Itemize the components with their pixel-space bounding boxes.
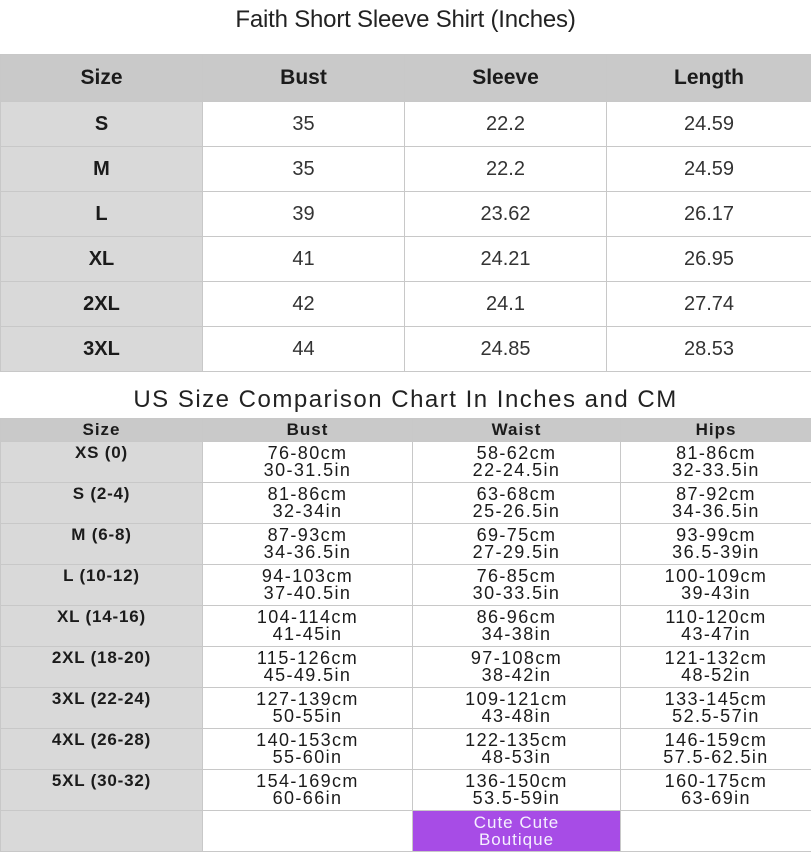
size-cell: L: [1, 192, 203, 237]
sleeve-cell: 24.1: [405, 282, 607, 327]
waist-cm-value: 136-150cm: [413, 773, 620, 790]
header-size: Size: [1, 55, 203, 102]
header-length: Length: [607, 55, 811, 102]
size-cell: 2XL (18-20): [1, 647, 203, 688]
bust-cell: [203, 770, 413, 811]
header-bust: Bust: [203, 55, 405, 102]
empty-cell: [203, 811, 413, 852]
hips-cell: [621, 729, 811, 770]
bust-in-value: 55-60in: [203, 749, 412, 766]
hips-cm-value: 87-92cm: [621, 486, 811, 503]
table-header-row: [1, 419, 811, 442]
size-cell: M (6-8): [1, 524, 203, 565]
hips-in-value: 32-33.5in: [621, 462, 811, 479]
bust-in-value: 41-45in: [203, 626, 412, 643]
hips-in-value: 34-36.5in: [621, 503, 811, 520]
bust-cell: [203, 729, 413, 770]
shirt-chart-title: Faith Short Sleeve Shirt (Inches): [0, 6, 811, 34]
header-bust: Bust: [203, 419, 413, 442]
bust-in-value: 60-66in: [203, 790, 412, 807]
bust-cm-value: 140-153cm: [203, 732, 412, 749]
bust-cm-value: 87-93cm: [203, 527, 412, 544]
header-size: Size: [1, 419, 203, 442]
waist-cell: [413, 688, 621, 729]
waist-cm-value: 76-85cm: [413, 568, 620, 585]
hips-in-value: 43-47in: [621, 626, 811, 643]
bust-in-value: 32-34in: [203, 503, 412, 520]
hips-cell: [621, 483, 811, 524]
waist-cell: [413, 647, 621, 688]
bust-cm-value: 115-126cm: [203, 650, 412, 667]
table-row: [1, 282, 811, 327]
shirt-size-table: [0, 54, 811, 372]
hips-in-value: 36.5-39in: [621, 544, 811, 561]
brand-text: Cute Cute: [413, 814, 620, 831]
bust-cell: [203, 647, 413, 688]
table-row: [1, 442, 811, 483]
waist-cell: [413, 606, 621, 647]
bust-cm-value: 154-169cm: [203, 773, 412, 790]
waist-in-value: 25-26.5in: [413, 503, 620, 520]
hips-cell: [621, 647, 811, 688]
bust-cell: 41: [203, 237, 405, 282]
hips-in-value: 39-43in: [621, 585, 811, 602]
header-hips: Hips: [621, 419, 811, 442]
table-row: [1, 147, 811, 192]
empty-cell: [1, 811, 203, 852]
waist-in-value: 34-38in: [413, 626, 620, 643]
table-row: [1, 524, 811, 565]
waist-in-value: 53.5-59in: [413, 790, 620, 807]
table-row: [1, 606, 811, 647]
sleeve-cell: 24.21: [405, 237, 607, 282]
table-row: [1, 237, 811, 282]
size-cell: XL (14-16): [1, 606, 203, 647]
bust-cell: [203, 442, 413, 483]
bust-cm-value: 104-114cm: [203, 609, 412, 626]
waist-cell: [413, 770, 621, 811]
waist-cell: [413, 524, 621, 565]
bust-cell: 39: [203, 192, 405, 237]
bust-cell: 44: [203, 327, 405, 372]
hips-cell: [621, 442, 811, 483]
sleeve-cell: 23.62: [405, 192, 607, 237]
size-cell: L (10-12): [1, 565, 203, 606]
hips-cm-value: 160-175cm: [621, 773, 811, 790]
hips-cell: [621, 606, 811, 647]
waist-in-value: 38-42in: [413, 667, 620, 684]
waist-in-value: 48-53in: [413, 749, 620, 766]
size-cell: XL: [1, 237, 203, 282]
length-cell: 26.95: [607, 237, 811, 282]
table-row: [1, 770, 811, 811]
bust-cm-value: 127-139cm: [203, 691, 412, 708]
us-chart-title: US Size Comparison Chart In Inches and CM: [0, 386, 811, 414]
size-cell: 5XL (30-32): [1, 770, 203, 811]
length-cell: 24.59: [607, 102, 811, 147]
header-sleeve: Sleeve: [405, 55, 607, 102]
table-row: [1, 483, 811, 524]
bust-in-value: 50-55in: [203, 708, 412, 725]
sleeve-cell: 22.2: [405, 102, 607, 147]
waist-cell: [413, 565, 621, 606]
waist-cell: [413, 483, 621, 524]
hips-cm-value: 121-132cm: [621, 650, 811, 667]
bust-cell: [203, 688, 413, 729]
brand-text: Boutique: [413, 831, 620, 848]
hips-cell: [621, 524, 811, 565]
waist-cm-value: 58-62cm: [413, 445, 620, 462]
waist-cm-value: 63-68cm: [413, 486, 620, 503]
bust-cell: [203, 606, 413, 647]
size-cell: XS (0): [1, 442, 203, 483]
waist-cm-value: 86-96cm: [413, 609, 620, 626]
waist-in-value: 30-33.5in: [413, 585, 620, 602]
waist-cm-value: 97-108cm: [413, 650, 620, 667]
sleeve-cell: 24.85: [405, 327, 607, 372]
bust-in-value: 45-49.5in: [203, 667, 412, 684]
bust-cell: 35: [203, 102, 405, 147]
table-row: [1, 688, 811, 729]
bust-cell: 35: [203, 147, 405, 192]
table-row: [1, 102, 811, 147]
brand-badge: [413, 811, 621, 852]
table-row: [1, 729, 811, 770]
size-cell: 4XL (26-28): [1, 729, 203, 770]
hips-cm-value: 100-109cm: [621, 568, 811, 585]
bust-in-value: 37-40.5in: [203, 585, 412, 602]
bust-cell: [203, 565, 413, 606]
hips-cm-value: 93-99cm: [621, 527, 811, 544]
hips-cell: [621, 688, 811, 729]
bust-cell: [203, 524, 413, 565]
size-cell: 2XL: [1, 282, 203, 327]
hips-cm-value: 110-120cm: [621, 609, 811, 626]
table-row: [1, 811, 811, 852]
waist-in-value: 27-29.5in: [413, 544, 620, 561]
bust-cm-value: 94-103cm: [203, 568, 412, 585]
bust-in-value: 34-36.5in: [203, 544, 412, 561]
waist-in-value: 22-24.5in: [413, 462, 620, 479]
us-size-table: [0, 418, 811, 852]
bust-cell: 42: [203, 282, 405, 327]
hips-in-value: 52.5-57in: [621, 708, 811, 725]
table-header-row: [1, 55, 811, 102]
header-waist: Waist: [413, 419, 621, 442]
length-cell: 27.74: [607, 282, 811, 327]
empty-cell: [621, 811, 811, 852]
sleeve-cell: 22.2: [405, 147, 607, 192]
length-cell: 28.53: [607, 327, 811, 372]
size-cell: M: [1, 147, 203, 192]
waist-in-value: 43-48in: [413, 708, 620, 725]
hips-in-value: 57.5-62.5in: [621, 749, 811, 766]
bust-in-value: 30-31.5in: [203, 462, 412, 479]
table-row: [1, 192, 811, 237]
bust-cell: [203, 483, 413, 524]
hips-cm-value: 81-86cm: [621, 445, 811, 462]
hips-cell: [621, 770, 811, 811]
table-row: [1, 647, 811, 688]
size-cell: 3XL: [1, 327, 203, 372]
waist-cell: [413, 729, 621, 770]
hips-in-value: 63-69in: [621, 790, 811, 807]
bust-cm-value: 81-86cm: [203, 486, 412, 503]
hips-cm-value: 133-145cm: [621, 691, 811, 708]
hips-cm-value: 146-159cm: [621, 732, 811, 749]
hips-in-value: 48-52in: [621, 667, 811, 684]
size-cell: 3XL (22-24): [1, 688, 203, 729]
length-cell: 26.17: [607, 192, 811, 237]
table-row: [1, 327, 811, 372]
waist-cm-value: 109-121cm: [413, 691, 620, 708]
size-cell: S (2-4): [1, 483, 203, 524]
bust-cm-value: 76-80cm: [203, 445, 412, 462]
hips-cell: [621, 565, 811, 606]
waist-cm-value: 122-135cm: [413, 732, 620, 749]
waist-cm-value: 69-75cm: [413, 527, 620, 544]
waist-cell: [413, 442, 621, 483]
table-row: [1, 565, 811, 606]
size-cell: S: [1, 102, 203, 147]
length-cell: 24.59: [607, 147, 811, 192]
